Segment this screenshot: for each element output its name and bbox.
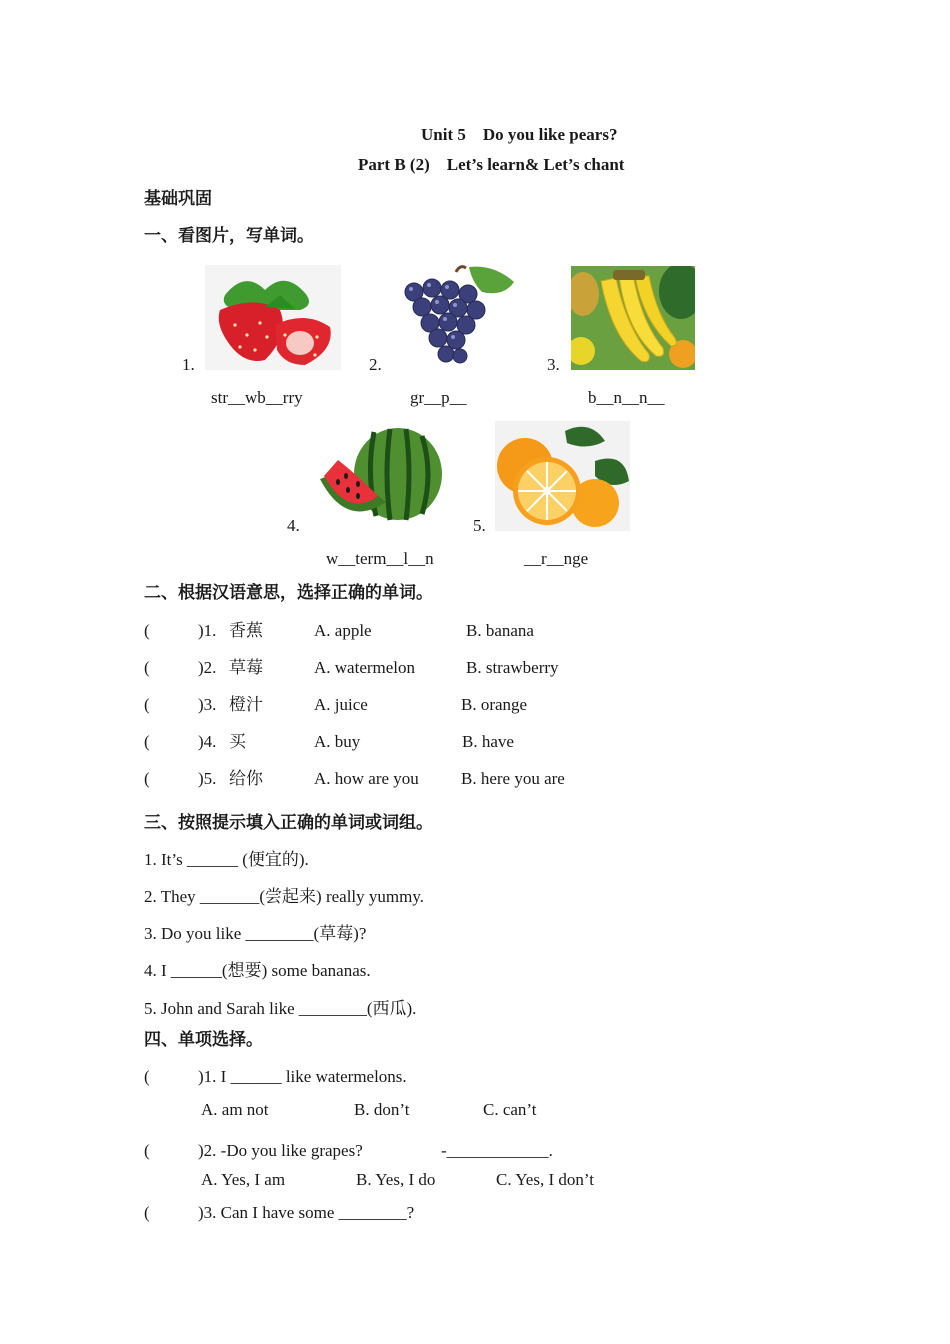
item5-number: 5. — [473, 516, 486, 535]
bananas-image — [571, 266, 695, 370]
item3-number: 3. — [547, 355, 560, 374]
question-2: )2. -Do you like grapes? — [198, 1141, 363, 1160]
item1-number: 1. — [182, 355, 195, 374]
row-chinese: 给你 — [229, 769, 263, 788]
answer-paren[interactable]: ( — [144, 621, 150, 640]
row-number: )1. — [198, 621, 217, 640]
option-b: B. orange — [461, 695, 528, 714]
item3-word: b__n__n__ — [588, 388, 665, 407]
q1-option-b[interactable]: B. don’t — [354, 1100, 410, 1119]
q1-option-a[interactable]: A. am not — [201, 1100, 269, 1119]
orange-image — [495, 421, 630, 531]
fill-line-5[interactable]: 5. John and Sarah like ________(西瓜). — [144, 999, 417, 1018]
answer-paren[interactable]: ( — [144, 1203, 150, 1222]
section1-heading: 一、看图片，写单词。 — [144, 226, 314, 245]
fill-line-1[interactable]: 1. It’s ______ (便宜的). — [144, 850, 309, 869]
option-a: A. buy — [314, 732, 361, 751]
option-b: B. banana — [466, 621, 534, 640]
answer-paren[interactable]: ( — [144, 732, 150, 751]
row-number: )3. — [198, 695, 217, 714]
item4-word: w__term__l__n — [326, 549, 434, 568]
item2-word: gr__p__ — [410, 388, 467, 407]
fill-line-4[interactable]: 4. I ______(想要) some bananas. — [144, 961, 371, 980]
page-subtitle: Part B (2) Let’s learn& Let’s chant — [358, 155, 625, 174]
fill-line-3[interactable]: 3. Do you like ________(草莓)? — [144, 924, 367, 943]
q2-option-a[interactable]: A. Yes, I am — [201, 1170, 286, 1189]
strawberry-image — [205, 265, 341, 370]
option-a: A. watermelon — [314, 658, 416, 677]
q2-option-b[interactable]: B. Yes, I do — [356, 1170, 436, 1189]
option-a: A. apple — [314, 621, 372, 640]
q2-option-c[interactable]: C. Yes, I don’t — [496, 1170, 594, 1189]
section3-heading: 三、按照提示填入正确的单词或词组。 — [144, 813, 433, 832]
option-a: A. juice — [314, 695, 368, 714]
page-title: Unit 5 Do you like pears? — [421, 125, 618, 144]
row-chinese: 橙汁 — [229, 695, 263, 714]
q2-answer-blank[interactable]: -____________. — [441, 1141, 553, 1160]
option-b: B. here you are — [461, 769, 565, 788]
q1-option-c[interactable]: C. can’t — [483, 1100, 537, 1119]
option-a: A. how are you — [314, 769, 419, 788]
answer-paren[interactable]: ( — [144, 695, 150, 714]
item4-number: 4. — [287, 516, 300, 535]
row-chinese: 香蕉 — [229, 621, 263, 640]
row-chinese: 买 — [229, 732, 246, 751]
row-number: )4. — [198, 732, 217, 751]
item5-word: __r__nge — [524, 549, 589, 568]
grapes-image — [394, 262, 520, 370]
item2-number: 2. — [369, 355, 382, 374]
watermelon-image — [316, 424, 444, 532]
row-number: )2. — [198, 658, 217, 677]
row-number: )5. — [198, 769, 217, 788]
fill-line-2[interactable]: 2. They _______(尝起来) really yummy. — [144, 887, 424, 906]
option-b: B. strawberry — [466, 658, 559, 677]
answer-paren[interactable]: ( — [144, 1141, 150, 1160]
answer-paren[interactable]: ( — [144, 769, 150, 788]
section4-heading: 四、单项选择。 — [144, 1030, 263, 1049]
section2-heading: 二、根据汉语意思，选择正确的单词。 — [144, 583, 433, 602]
label-basic: 基础巩固 — [144, 189, 212, 208]
answer-paren[interactable]: ( — [144, 1067, 150, 1086]
option-b: B. have — [462, 732, 514, 751]
question-3: )3. Can I have some ________? — [198, 1203, 415, 1222]
item1-word: str__wb__rry — [211, 388, 303, 407]
answer-paren[interactable]: ( — [144, 658, 150, 677]
row-chinese: 草莓 — [229, 658, 263, 677]
question-1: )1. I ______ like watermelons. — [198, 1067, 407, 1086]
